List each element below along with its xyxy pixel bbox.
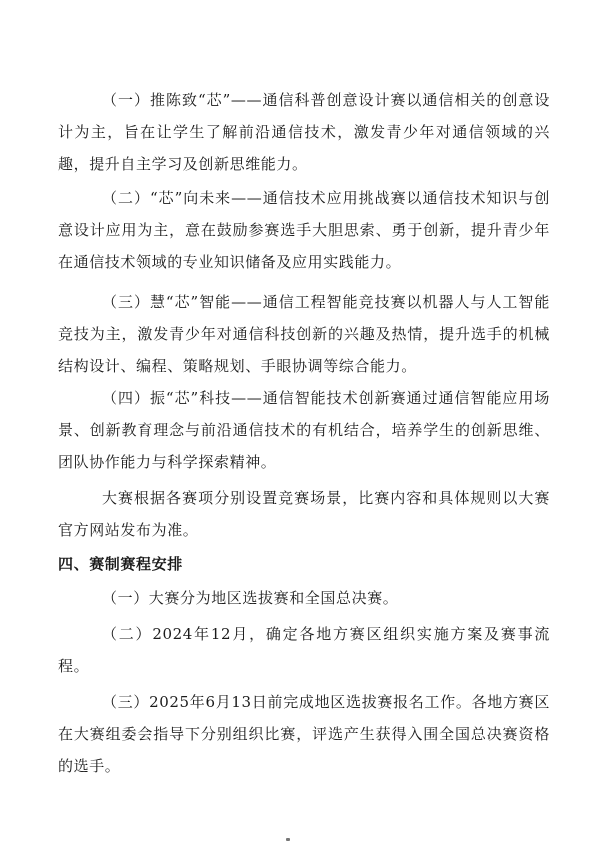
schedule-item-1: （一）大赛分为地区选拔赛和全国总决赛。 <box>102 589 399 607</box>
page-number-mark <box>286 838 290 841</box>
paragraph-2: （二）“芯”向未来——通信技术应用挑战赛以通信技术知识与创意设计应用为主，意在鼓励参赛选手大胆思索、勇于创新，提升青少年在通信技术领域的专业知识储备及应用实践能力。 <box>58 189 550 271</box>
paragraph-4: （四）振“芯”科技——通信智能技术创新赛通过通信智能应用场景、创新教育理念与前沿通信技术的有机结合，培养学生的创新思维、团队协作能力与科学探索精神。 <box>58 389 550 471</box>
section-heading: 四、赛制赛程安排 <box>58 555 183 573</box>
schedule-item-2: （二）2024年12月，确定各地方赛区组织实施方案及赛事流程。 <box>58 625 550 675</box>
paragraph-1: （一）推陈致“芯”——通信科普创意设计赛以通信相关的创意设计为主，旨在让学生了解前沿通信技术，激发青少年对通信领域的兴趣，提升自主学习及创新思维能力。 <box>58 91 550 173</box>
paragraph-3: （三）慧“芯”智能——通信工程智能竞技赛以机器人与人工智能竞技为主，激发青少年对通信科技创新的兴趣及热情，提升选手的机械结构设计、编程、策略规划、手眼协调等综合能力。 <box>58 293 550 375</box>
schedule-item-3: （三）2025年6月13日前完成地区选拔赛报名工作。各地方赛区在大赛组委会指导下分别组织比赛，评选产生获得入围全国总决赛资格的选手。 <box>58 693 550 775</box>
paragraph-5: 大赛根据各赛项分别设置竞赛场景，比赛内容和具体规则以大赛官方网站发布为准。 <box>58 489 550 539</box>
